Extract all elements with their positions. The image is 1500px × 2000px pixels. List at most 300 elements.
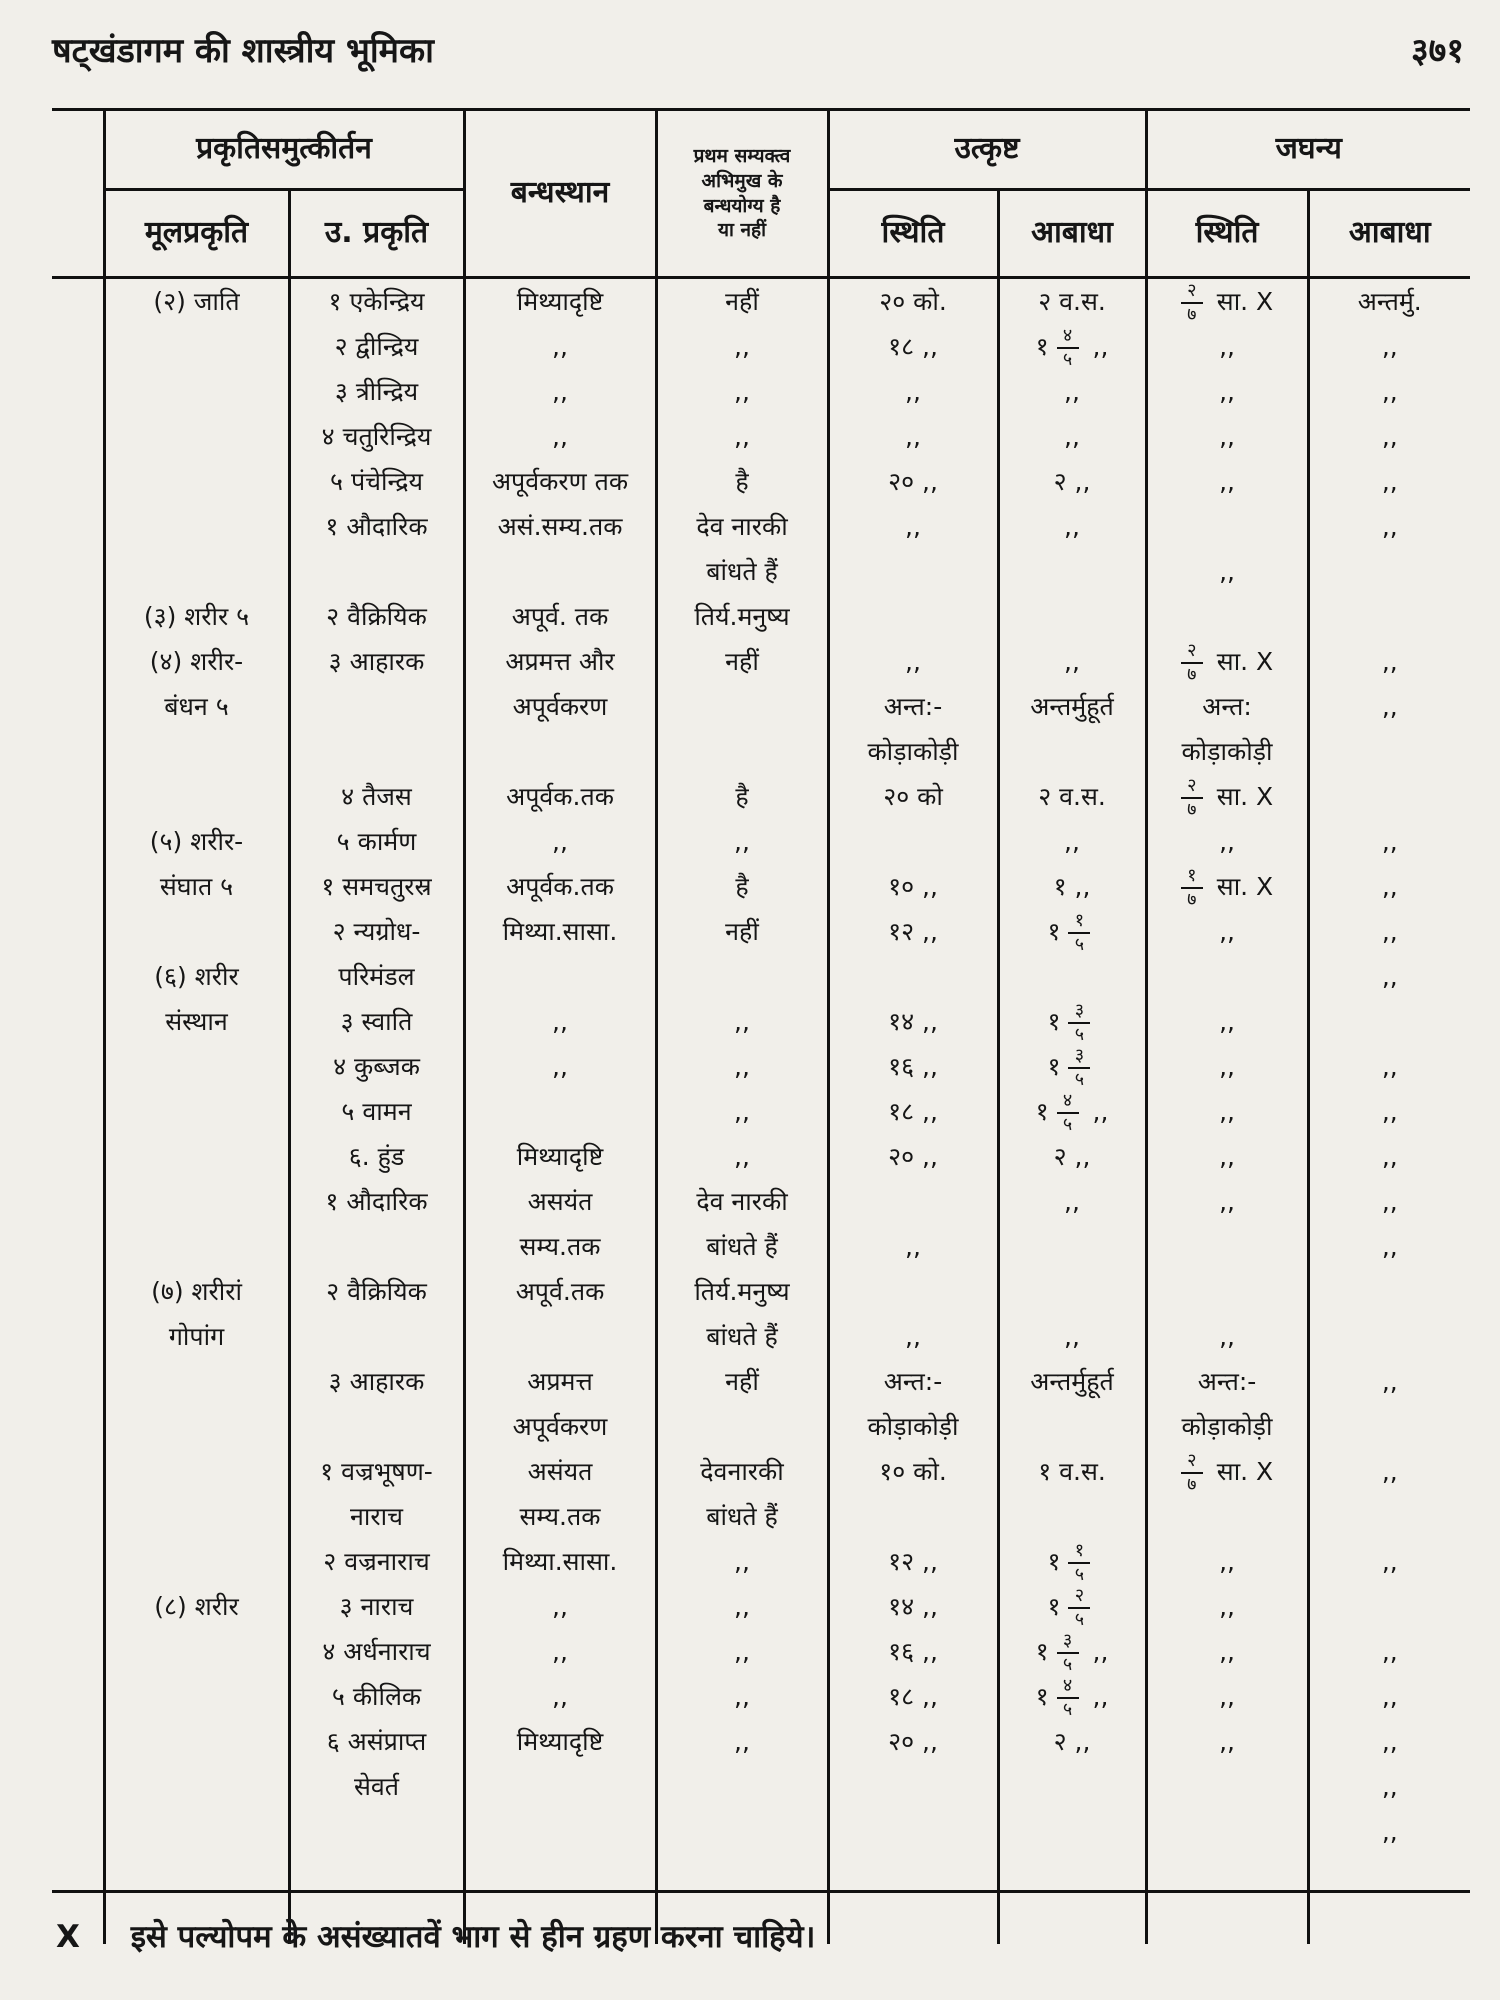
table-cell-line: २० ,, xyxy=(888,467,938,496)
fraction: $\frac{४}{५}$ xyxy=(1057,327,1079,369)
table-cell-line: १ समचतुरस्र xyxy=(321,872,432,901)
table-cell-line: कोड़ाकोड़ी xyxy=(1181,737,1273,766)
table-cell-line: ,, xyxy=(734,827,750,856)
table-cell-line xyxy=(1310,594,1471,639)
table-cell-line: १ $\frac{३}{५}$ xyxy=(1000,999,1145,1044)
table-cell-line: १ व.स. xyxy=(1038,1457,1106,1486)
table-cell-line: नाराच xyxy=(350,1502,403,1531)
table-cell-line: ,, xyxy=(1381,827,1398,856)
table-cell-line: ,, xyxy=(905,1322,921,1351)
table-cell-line: ,, xyxy=(734,1052,750,1081)
table-cell-line: ,, xyxy=(1381,1052,1398,1081)
table-cell-line xyxy=(466,549,655,594)
col-jaghanya-sthiti xyxy=(1146,278,1308,1945)
table-cell-line: ,, xyxy=(552,1007,568,1036)
fraction: $\frac{१}{७}$ xyxy=(1181,867,1203,909)
header-mool-prakriti: मूलप्रकृति xyxy=(104,190,289,278)
table-cell-line: २ व.स. xyxy=(1038,782,1106,811)
table-cell-line: अन्त:- xyxy=(883,692,943,721)
table-cell-line: १२ ,, xyxy=(888,917,938,946)
table-cell-line: ,, xyxy=(1219,377,1235,406)
header-prakriti-samutkirtan: प्रकृतिसमुत्कीर्तन xyxy=(104,110,464,190)
table-cell-line: अन्त:- xyxy=(1197,1367,1257,1396)
table-cell-line: २ वैक्रियिक xyxy=(326,602,427,631)
table-cell-line: अन्त: xyxy=(1202,692,1252,721)
table-cell-line: देव नारकी xyxy=(696,1187,788,1216)
col-jaghanya-abadha xyxy=(1308,278,1470,1945)
footnote-text: इसे पल्योपम के असंख्यातवें भाग से हीन ग्रहण करना चाहिये। xyxy=(130,1919,816,1955)
table-cell-line: देवनारकी xyxy=(700,1457,784,1486)
fraction: $\frac{३}{५}$ xyxy=(1057,1632,1079,1674)
table-cell-line: १८ ,, xyxy=(888,332,938,361)
table-cell-line: २ व.स. xyxy=(1038,287,1106,316)
table-cell-line xyxy=(291,1314,463,1359)
table-cell-line: १ $\frac{४}{५}$ ,, xyxy=(1035,325,1109,369)
table-cell-line xyxy=(658,1764,827,1809)
table-cell-line xyxy=(291,1224,463,1269)
table-cell-line: ,, xyxy=(1219,1322,1235,1351)
table-cell-line xyxy=(1310,1404,1471,1449)
table-cell-line: ३ नाराच xyxy=(339,1592,414,1621)
table-cell-line xyxy=(1000,1494,1145,1539)
table-cell-line: अपूर्वकरण xyxy=(512,1412,608,1441)
table-cell-line: १४ ,, xyxy=(888,1007,938,1036)
table-cell-line: मिथ्यादृष्टि xyxy=(516,287,604,316)
table-cell-line: ४ अर्धनाराच xyxy=(322,1637,431,1666)
table-cell-line: ,, xyxy=(552,422,568,451)
table-cell-line: ,, xyxy=(1381,1727,1398,1756)
table-cell-line xyxy=(1000,1404,1145,1449)
table-cell-line: ४ तैजस xyxy=(341,782,412,811)
table-cell-line: २ वज्रनाराच xyxy=(323,1547,430,1576)
table-cell-line: ,, xyxy=(734,1727,750,1756)
table-cell-line xyxy=(830,954,997,999)
table-cell-line: २० ,, xyxy=(888,1142,938,1171)
table-cell-line xyxy=(658,954,827,999)
table-cell-line xyxy=(1000,549,1145,594)
table-cell-line: २ द्वीन्द्रिय xyxy=(334,332,419,361)
table-cell-line: $\frac{१}{७}$ सा. X xyxy=(1148,864,1307,909)
table-cell-line: ,, xyxy=(1381,1817,1398,1846)
table-cell-line xyxy=(658,1404,827,1449)
table-cell-line: ४ चतुरिन्द्रिय xyxy=(321,422,432,451)
table-cell-line: १० को. xyxy=(879,1457,947,1486)
table-cell-line: सेवर्त xyxy=(353,1772,400,1801)
table-cell-line xyxy=(106,1764,288,1809)
table-cell-line xyxy=(1310,1584,1471,1629)
table-cell-line: बांधते हैं xyxy=(706,1232,778,1261)
header-utkrisht: उत्कृष्ट xyxy=(828,110,1146,190)
table-cell-line: २ ,, xyxy=(1053,1727,1091,1756)
table-cell-line: अपूर्वकरण तक xyxy=(491,467,629,496)
table-cell-line xyxy=(106,909,288,954)
table-cell-line xyxy=(106,1134,288,1179)
table-cell-line xyxy=(466,954,655,999)
table-cell-line xyxy=(830,1179,997,1224)
table-cell-line: ,, xyxy=(1381,1097,1398,1126)
table-cell-line: सम्य.तक xyxy=(519,1232,601,1261)
table-cell-line: है xyxy=(735,782,749,811)
table-cell-line: ,, xyxy=(1219,467,1235,496)
table-cell-line xyxy=(1000,1224,1145,1269)
table-cell-line: ,, xyxy=(1219,1007,1235,1036)
table-cell-line xyxy=(658,729,827,774)
table-cell-line: ,, xyxy=(1381,917,1398,946)
table-cell-line: ,, xyxy=(1381,1637,1398,1666)
header-jaghanya-sthiti: स्थिति xyxy=(1146,190,1308,278)
table-cell-line: १ औदारिक xyxy=(325,512,428,541)
table-cell-line: ,, xyxy=(734,422,750,451)
table-cell-line: ,, xyxy=(1381,1682,1398,1711)
table-cell-line: अन्त:- xyxy=(883,1367,943,1396)
table-cell-line: है xyxy=(735,872,749,901)
table-cell-line xyxy=(106,1089,288,1134)
table-cell-line: ,, xyxy=(1219,1682,1235,1711)
table-cell-line: ,, xyxy=(1381,512,1398,541)
table-cell-line xyxy=(106,459,288,504)
table-cell-line xyxy=(466,1314,655,1359)
table-cell-line xyxy=(1310,999,1471,1044)
table-cell-line: १० ,, xyxy=(888,872,938,901)
table-cell-line: १८ ,, xyxy=(888,1682,938,1711)
table-cell-line: ,, xyxy=(734,1547,750,1576)
table-cell-line: ,, xyxy=(734,1007,750,1036)
table-cell-line xyxy=(830,549,997,594)
table-cell-line: ,, xyxy=(1381,1142,1398,1171)
table-cell-line: ५ पंचेन्द्रिय xyxy=(330,467,423,496)
fraction: $\frac{२}{७}$ xyxy=(1181,777,1203,819)
table-cell-line xyxy=(466,1089,655,1134)
table-cell-line xyxy=(291,729,463,774)
fraction: $\frac{२}{७}$ xyxy=(1181,642,1203,684)
table-cell-line: बांधते हैं xyxy=(706,1322,778,1351)
table-cell-line: ,, xyxy=(1219,1187,1235,1216)
fraction: $\frac{२}{७}$ xyxy=(1181,282,1203,324)
table-cell-line xyxy=(106,504,288,549)
table-cell-line: ,, xyxy=(1381,962,1398,991)
table-cell-line: ,, xyxy=(1064,512,1080,541)
col-bandhsthan xyxy=(464,278,656,1945)
fraction: $\frac{३}{५}$ xyxy=(1068,1002,1090,1044)
footnote xyxy=(56,1915,815,1957)
table-cell-line xyxy=(1310,549,1471,594)
table-cell-line: २० ,, xyxy=(888,1727,938,1756)
table-cell-line: ,, xyxy=(1064,1187,1080,1216)
fraction: $\frac{२}{७}$ xyxy=(1181,1452,1203,1494)
table-cell-line: ,, xyxy=(552,1682,568,1711)
table-cell-line: (२) जाति xyxy=(153,287,240,316)
col-uttar-prakriti xyxy=(289,278,464,1945)
table-cell-line xyxy=(1000,729,1145,774)
table-cell-line: ,, xyxy=(1381,692,1398,721)
table-cell-line: नहीं xyxy=(725,1367,759,1396)
table-cell-line: कोड़ाकोड़ी xyxy=(867,1412,959,1441)
table-cell-line: नहीं xyxy=(725,287,759,316)
table-cell-line: ,, xyxy=(905,422,921,451)
table-cell-line: $\frac{२}{७}$ सा. X xyxy=(1148,639,1307,684)
running-header-title: षट्खंडागम की शास्त्रीय भूमिका xyxy=(52,31,434,71)
table-cell-line: अपूर्वक.तक xyxy=(506,872,614,901)
table-cell-line: $\frac{२}{७}$ सा. X xyxy=(1148,279,1307,324)
table-cell-line: ,, xyxy=(552,377,568,406)
table-cell-line xyxy=(1000,954,1145,999)
page-number: ३७१ xyxy=(1410,31,1464,71)
table-cell-line: ,, xyxy=(1381,332,1398,361)
table-cell-line: कोड़ाकोड़ी xyxy=(1181,1412,1273,1441)
table-cell-line: ,, xyxy=(734,1142,750,1171)
table-cell-line xyxy=(1148,1224,1307,1269)
table-cell-line: ,, xyxy=(734,377,750,406)
table-cell-line xyxy=(106,1404,288,1449)
table-cell-line xyxy=(658,684,827,729)
table-cell-line: अप्रमत्त xyxy=(527,1367,593,1396)
table-cell-line: २ वैक्रियिक xyxy=(326,1277,427,1306)
table-cell-line xyxy=(106,1809,288,1854)
table-cell-line: ,, xyxy=(734,332,750,361)
table-cell-line: ४ कुब्जक xyxy=(333,1052,420,1081)
table-cell-line: अन्तर्मुहूर्त xyxy=(1030,692,1114,721)
table-cell-line: (७) शरीरां xyxy=(151,1277,242,1306)
table-cell-line xyxy=(830,594,997,639)
table-cell-line xyxy=(466,729,655,774)
table-cell-line xyxy=(106,324,288,369)
table-cell-line: २ न्यग्रोध- xyxy=(332,917,421,946)
table-cell-line: ,, xyxy=(1381,467,1398,496)
table-cell-line: ३ आहारक xyxy=(328,647,425,676)
table-cell-line: है xyxy=(735,467,749,496)
table-cell-line: ५ कार्मण xyxy=(336,827,417,856)
table-cell-line: ,, xyxy=(1219,1097,1235,1126)
table-cell-line: तिर्य.मनुष्य xyxy=(694,1277,790,1306)
table-cell-line: नहीं xyxy=(725,647,759,676)
col-mool-prakriti xyxy=(104,278,289,1945)
table-cell-line xyxy=(106,1629,288,1674)
table-cell-line: अपूर्वक.तक xyxy=(506,782,614,811)
table-cell-line: ,, xyxy=(1381,1547,1398,1576)
table-cell-line: ,, xyxy=(1064,647,1080,676)
table-cell-line: ,, xyxy=(1064,827,1080,856)
table-cell-line xyxy=(106,1719,288,1764)
table-cell-line xyxy=(1148,504,1307,549)
table-cell-line xyxy=(291,684,463,729)
table-cell-line: ,, xyxy=(1381,377,1398,406)
table-cell-line: १ $\frac{४}{५}$ ,, xyxy=(1035,1675,1109,1719)
table-cell-line: ,, xyxy=(905,377,921,406)
table-cell-line: ६. हुंड xyxy=(348,1142,405,1171)
table-cell-line: असं.सम्य.तक xyxy=(497,512,623,541)
table-cell-line: ,, xyxy=(1219,1727,1235,1756)
table-cell-line: असयंत xyxy=(527,1187,593,1216)
table-cell-line: देव नारकी xyxy=(696,512,788,541)
table-cell-line: सम्य.तक xyxy=(519,1502,601,1531)
table-cell-line: ,, xyxy=(1219,1142,1235,1171)
table-cell-line xyxy=(106,414,288,459)
table-cell-line: ,, xyxy=(1219,917,1235,946)
table-cell-line: ,, xyxy=(552,332,568,361)
table-cell-line: अपूर्वकरण xyxy=(512,692,608,721)
table-cell-line: १ $\frac{३}{५}$ ,, xyxy=(1035,1630,1109,1674)
table-cell-line xyxy=(106,729,288,774)
table-cell-line: अन्तर्मुहूर्त xyxy=(1030,1367,1114,1396)
table-cell-line: (५) शरीर- xyxy=(149,827,244,856)
table-cell-line xyxy=(830,1764,997,1809)
fraction: $\frac{१}{५}$ xyxy=(1068,912,1090,954)
col-utkrisht-abadha xyxy=(998,278,1146,1945)
table-cell-line xyxy=(1000,594,1145,639)
fraction: $\frac{४}{५}$ xyxy=(1057,1677,1079,1719)
table-cell-line: ,, xyxy=(1381,1187,1398,1216)
table-cell-line: ,, xyxy=(734,1637,750,1666)
col-utkrisht-sthiti xyxy=(828,278,998,1945)
table-cell-line xyxy=(291,1404,463,1449)
table-cell-line: ३ स्वाति xyxy=(340,1007,413,1036)
table-cell-line: असंयत xyxy=(527,1457,593,1486)
table-cell-line: संस्थान xyxy=(165,1007,228,1036)
table-cell-line: ,, xyxy=(1219,1637,1235,1666)
table-cell-line xyxy=(106,1674,288,1719)
header-uttar-prakriti: उ. प्रकृति xyxy=(289,190,464,278)
table-cell-line: ,, xyxy=(734,1682,750,1711)
table-cell-line: मिथ्या.सासा. xyxy=(502,1547,618,1576)
table-cell-line xyxy=(106,549,288,594)
table-cell-line: ,, xyxy=(905,512,921,541)
spacer-col xyxy=(52,110,104,278)
table-cell-line: संघात ५ xyxy=(159,872,234,901)
table-cell-line: ,, xyxy=(1219,1592,1235,1621)
table-cell-line: बंधन ५ xyxy=(164,692,229,721)
table-cell-line xyxy=(1148,1764,1307,1809)
table-cell-line xyxy=(106,1224,288,1269)
data-table xyxy=(52,108,1470,1944)
table-cell-line: ,, xyxy=(552,1637,568,1666)
table-cell-line: (६) शरीर xyxy=(154,962,239,991)
table-cell-line: १ ,, xyxy=(1053,872,1091,901)
table-cell-line xyxy=(1148,1494,1307,1539)
table-cell-line: अपूर्व. तक xyxy=(511,602,609,631)
table-cell-line: ,, xyxy=(552,1592,568,1621)
table-cell-line: ,, xyxy=(1381,422,1398,451)
table-cell-line: (३) शरीर ५ xyxy=(143,602,250,631)
table-cell-line: ,, xyxy=(1219,827,1235,856)
header-bandhsthan: बन्धस्थान xyxy=(464,110,656,278)
table-bottom-rule xyxy=(52,1890,1470,1893)
table-cell-line xyxy=(1310,729,1471,774)
table-cell-line: मिथ्यादृष्टि xyxy=(516,1727,604,1756)
table-cell-line xyxy=(1000,1764,1145,1809)
header-utkrisht-sthiti: स्थिति xyxy=(828,190,998,278)
table-cell-line: २० को xyxy=(883,782,943,811)
table-cell-line: ५ कीलिक xyxy=(331,1682,422,1711)
header-utkrisht-abadha: आबाधा xyxy=(998,190,1146,278)
table-cell-line: $\frac{२}{७}$ सा. X xyxy=(1148,1449,1307,1494)
table-cell-line: ,, xyxy=(1219,1547,1235,1576)
table-cell-line: ३ त्रीन्द्रिय xyxy=(334,377,419,406)
table-cell-line xyxy=(830,1494,997,1539)
table-cell-line xyxy=(106,1359,288,1404)
table-cell-line xyxy=(1310,1314,1471,1359)
col-prathama xyxy=(656,278,828,1945)
table-cell-line: १ $\frac{१}{५}$ xyxy=(1000,1539,1145,1584)
table-cell-line xyxy=(1310,1494,1471,1539)
table-cell-line: १२ ,, xyxy=(888,1547,938,1576)
table-cell-line: परिमंडल xyxy=(338,962,415,991)
table-cell-line: ३ आहारक xyxy=(328,1367,425,1396)
table-cell-line xyxy=(291,549,463,594)
table-cell-line xyxy=(830,1269,997,1314)
table-cell-line: $\frac{२}{७}$ सा. X xyxy=(1148,774,1307,819)
table-cell-line xyxy=(830,819,997,864)
table-cell-line: ,, xyxy=(1381,647,1398,676)
table-cell-line xyxy=(1148,1269,1307,1314)
table-cell-line: तिर्य.मनुष्य xyxy=(694,602,790,631)
table-cell-line: ,, xyxy=(1381,1457,1398,1486)
table-cell-line xyxy=(106,1179,288,1224)
table-cell-line xyxy=(466,1764,655,1809)
table-cell-line: २० को. xyxy=(879,287,947,316)
fraction: $\frac{४}{५}$ xyxy=(1057,1092,1079,1134)
table-cell-line: (८) शरीर xyxy=(154,1592,239,1621)
footnote-mark: X xyxy=(56,1919,80,1955)
table-cell-line: मिथ्या.सासा. xyxy=(502,917,618,946)
table-cell-line: ,, xyxy=(1064,422,1080,451)
fraction: $\frac{३}{५}$ xyxy=(1068,1047,1090,1089)
table-cell-line: ,, xyxy=(1064,377,1080,406)
table-cell-line: गोपांग xyxy=(168,1322,225,1351)
table-cell-line: अपूर्व.तक xyxy=(515,1277,605,1306)
table-cell-line: २ ,, xyxy=(1053,467,1091,496)
table-cell-line: ५ वामन xyxy=(341,1097,412,1126)
table-cell-line xyxy=(106,774,288,819)
table-cell-line xyxy=(106,1449,288,1494)
table-cell-line xyxy=(106,1539,288,1584)
table-cell-line: १ $\frac{१}{५}$ xyxy=(1000,909,1145,954)
header-prathama-samyaktva: प्रथम सम्यक्त्व अभिमुख के बन्धयोग्य है या नहीं xyxy=(656,110,828,278)
table-cell-line: ६ असंप्राप्त xyxy=(326,1727,427,1756)
table-cell-line xyxy=(1148,594,1307,639)
table-cell-line: कोड़ाकोड़ी xyxy=(867,737,959,766)
table-cell-line: ,, xyxy=(1219,332,1235,361)
table-cell-line: ,, xyxy=(905,1232,921,1261)
table-cell-line: ,, xyxy=(552,1052,568,1081)
table-cell-line: २ ,, xyxy=(1053,1142,1091,1171)
table-cell-line: ,, xyxy=(1219,1052,1235,1081)
table-cell-line: ,, xyxy=(1381,1232,1398,1261)
table-cell-line: ,, xyxy=(1219,557,1235,586)
spacer-cell xyxy=(52,278,104,1945)
table-cell-line: अन्तर्मु. xyxy=(1357,287,1422,316)
table-cell-line xyxy=(106,1494,288,1539)
table-cell-line: १८ ,, xyxy=(888,1097,938,1126)
table-cell-line: १ $\frac{३}{५}$ xyxy=(1000,1044,1145,1089)
table-cell-line: १ औदारिक xyxy=(325,1187,428,1216)
header-jaghanya-abadha: आबाधा xyxy=(1308,190,1470,278)
table-cell-line: १६ ,, xyxy=(888,1052,938,1081)
table-cell-line: ,, xyxy=(905,647,921,676)
table-cell-line xyxy=(106,369,288,414)
table-cell-line: ,, xyxy=(1064,1322,1080,1351)
table-cell-line: १४ ,, xyxy=(888,1592,938,1621)
table-cell-line: ,, xyxy=(1381,1367,1398,1396)
table-cell-line xyxy=(106,1044,288,1089)
table-cell-line: ,, xyxy=(734,1592,750,1621)
table-cell-line: ,, xyxy=(734,1097,750,1126)
table-cell-line xyxy=(1310,1269,1471,1314)
table-cell-line: १ $\frac{२}{५}$ xyxy=(1000,1584,1145,1629)
table-cell-line xyxy=(1000,1269,1145,1314)
table-cell-line: १ एकेन्द्रिय xyxy=(328,287,425,316)
table-cell-line xyxy=(1310,774,1471,819)
table-cell-line: ,, xyxy=(552,827,568,856)
